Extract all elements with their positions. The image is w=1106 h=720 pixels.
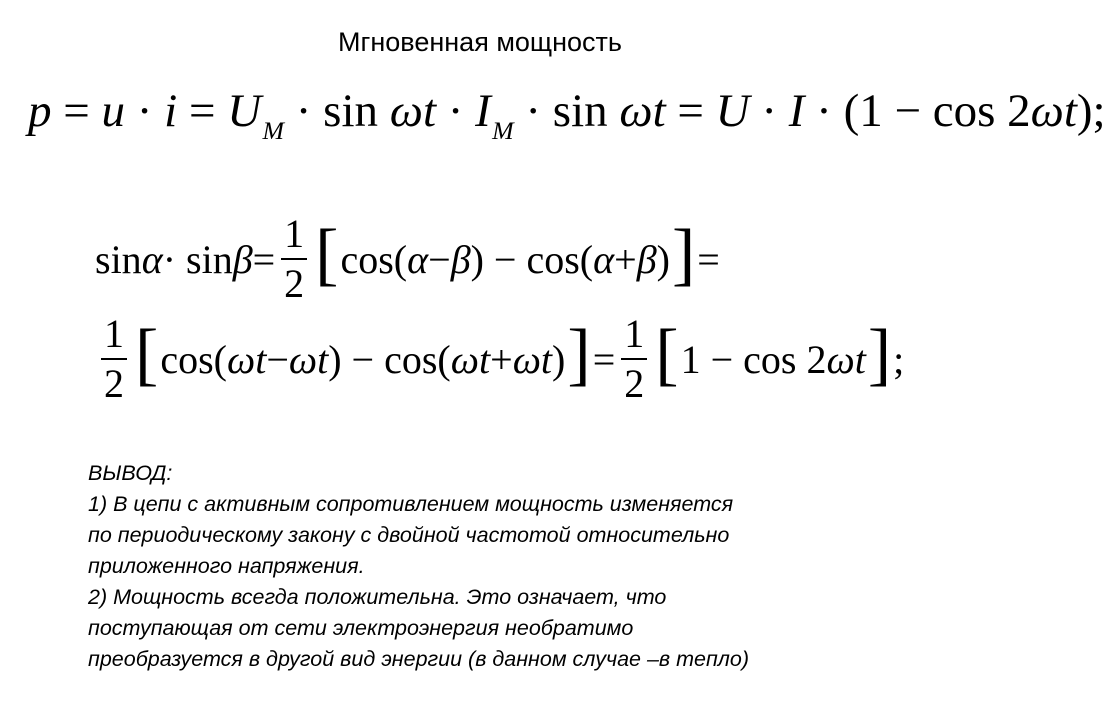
fraction-numerator: 1 (104, 311, 124, 356)
fraction (281, 211, 307, 306)
fraction-bar (621, 358, 647, 360)
fraction (621, 311, 647, 406)
conclusion-line: приложенного напряжения. (88, 554, 365, 578)
formula-operator: · sin (513, 85, 620, 137)
fraction-numerator: 1 (284, 211, 305, 256)
formula-symbol: U (715, 85, 750, 137)
formula-subscript: M (262, 115, 285, 145)
bracket-close: ] (867, 316, 892, 393)
conclusion-line: преобразуется в другой вид энергии (в данном случае –в тепло) (88, 647, 750, 671)
formula-operator: · sin (284, 85, 390, 137)
formula-operator: = (665, 85, 716, 137)
fraction-numerator: 1 (624, 311, 645, 356)
fraction-denominator: 2 (284, 261, 305, 306)
formula-text: cos( (160, 336, 227, 382)
formula-text: ) (656, 236, 670, 282)
fraction-bar (101, 358, 127, 360)
formula-symbol: I (788, 85, 805, 137)
fraction-denominator: 2 (104, 361, 124, 406)
formula-operator: · (1 − cos 2 (804, 85, 1031, 137)
slide-title: Мгновенная мощность (338, 27, 622, 57)
bracket-close: ] (567, 316, 591, 393)
formula-text: · sin (162, 236, 233, 282)
formula-symbol: U (227, 85, 262, 137)
conclusion-block (88, 458, 948, 675)
formula-operator: = (177, 85, 228, 137)
bracket-open: [ (135, 316, 159, 393)
conclusion-line: 1) В цепи с активным сопротивлением мощность изменяется (88, 492, 734, 516)
formula-operator: + (614, 236, 637, 282)
conclusion-line: поступающая от сети электроэнергия необратимо (88, 616, 634, 640)
formula-symbol: ωt (512, 336, 553, 382)
bracket-open: [ (315, 216, 339, 293)
formula-operator: = (252, 236, 276, 282)
formula-operator: − (428, 236, 451, 282)
formula-row (95, 312, 904, 406)
formula-text: ) − cos( (328, 336, 451, 382)
formula-symbol: β (232, 236, 253, 282)
formula-subscript: M (492, 115, 514, 145)
formula-symbol: ωt (619, 85, 666, 137)
formula-operator: ); (1076, 85, 1106, 137)
formula-operator: = (51, 85, 102, 137)
formula-operator: + (490, 336, 513, 382)
bracket-close: ] (671, 216, 696, 293)
conclusion-heading: ВЫВОД: (88, 461, 173, 485)
formula-symbol: I (475, 85, 491, 137)
formula-symbol: ωt (226, 336, 267, 382)
formula-symbol: ωt (826, 336, 866, 382)
formula-symbol: α (593, 236, 615, 282)
formula-symbol: p (28, 85, 52, 137)
formula-symbol: ωt (288, 336, 329, 382)
formula-symbol: ωt (450, 336, 491, 382)
trig-identity-formula (95, 212, 720, 306)
formula-operator: · (436, 85, 476, 137)
formula-operator: · (749, 85, 789, 137)
formula-symbol: α (407, 236, 429, 282)
formula-text: sin (95, 236, 142, 282)
fraction-bar (281, 258, 307, 260)
formula-row (95, 212, 720, 306)
conclusion-line: по периодическому закону с двойной частотой относительно (88, 523, 730, 547)
formula-text: ) (552, 336, 566, 382)
bracket-open: [ (655, 316, 679, 393)
formula-symbol: β (450, 236, 471, 282)
conclusion-line: 2) Мощность всегда положительна. Это означает, что (88, 585, 667, 609)
formula-symbol: ωt (389, 85, 437, 137)
formula-text: 1 − cos 2 (680, 336, 827, 382)
formula-symbol: ωt (1030, 85, 1077, 137)
formula-operator: = (592, 336, 616, 382)
instantaneous-power-formula (28, 80, 1106, 149)
formula-operator: − (266, 336, 289, 382)
formula-symbol: u (101, 85, 126, 137)
formula-symbol: α (141, 236, 163, 282)
formula-text: cos( (340, 236, 408, 282)
fraction-denominator: 2 (624, 361, 645, 406)
formula-symbol: β (636, 236, 657, 282)
formula-operator: = (697, 236, 720, 282)
fraction (101, 311, 127, 406)
formula-text: ) − cos( (470, 236, 594, 282)
formula-operator: ; (893, 336, 905, 382)
result-formula (95, 312, 904, 406)
formula-operator: · (125, 85, 165, 137)
formula-symbol: i (164, 85, 178, 137)
